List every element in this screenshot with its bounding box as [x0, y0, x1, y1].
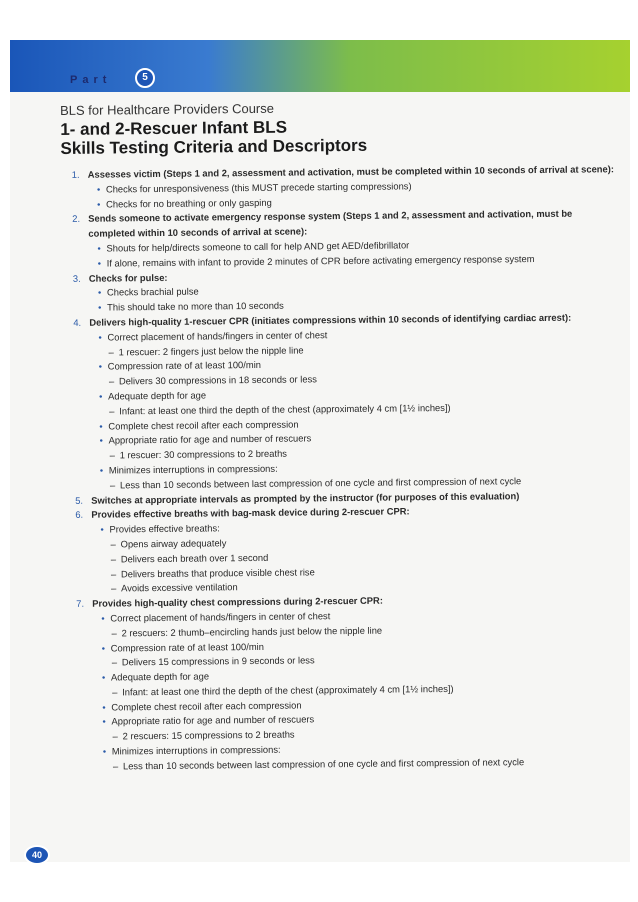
dash-icon: –	[111, 627, 117, 639]
criterion-number: 1.	[71, 168, 80, 180]
bullet-text: Checks brachial pulse	[106, 285, 199, 298]
bullet-icon: •	[99, 420, 103, 432]
criterion-bullets	[92, 606, 627, 774]
dash-icon: –	[112, 760, 119, 772]
bullet-icon: •	[96, 198, 101, 210]
bullet-icon: •	[101, 642, 106, 654]
dash-icon: –	[111, 582, 117, 594]
sub-bullet-text: Delivers each breath over 1 second	[120, 551, 269, 565]
bullet-text: Complete chest recoil after each compression	[111, 699, 302, 713]
bullet-icon: •	[97, 286, 102, 298]
bullet-icon: •	[102, 716, 106, 728]
bullet-item	[100, 517, 625, 596]
bullet-icon: •	[97, 257, 102, 269]
criterion-number: 4.	[73, 316, 82, 328]
criterion-text: Switches at appropriate intervals as prompted by the instructor (for purposes of this evaluation)	[91, 489, 520, 506]
dash-icon: –	[108, 346, 114, 358]
document-content	[60, 97, 627, 774]
bullet-icon: •	[98, 360, 103, 372]
criterion-number: 5.	[75, 494, 84, 506]
sub-bullet-text: 1 rescuer: 2 fingers just below the nipple line	[118, 344, 304, 357]
sub-bullet-text: 2 rescuers: 15 compressions to 2 breaths	[122, 728, 295, 742]
bullet-icon: •	[99, 390, 103, 402]
dash-icon: –	[109, 449, 115, 461]
criterion-text: Sends someone to activate emergency response system (Steps 1 and 2, assessment and activation, must be completed within 10 seconds of arrival at scene):	[88, 208, 573, 239]
bullet-item	[103, 739, 627, 774]
bullet-icon: •	[98, 301, 102, 313]
bullet-text: Complete chest recoil after each compression	[108, 418, 299, 432]
bullet-text: Adequate depth for age	[108, 389, 207, 402]
bullet-icon: •	[100, 523, 104, 535]
bullet-text: Adequate depth for age	[110, 670, 210, 683]
bullet-text: Appropriate ratio for age and number of rescuers	[108, 432, 312, 446]
bullet-text: Compression rate of at least 100/min	[107, 359, 262, 372]
course-name: BLS for Healthcare Providers Course	[60, 100, 275, 118]
dash-icon: –	[110, 567, 117, 580]
criterion-number: 6.	[75, 509, 84, 521]
criterion-number: 2.	[72, 213, 81, 225]
sub-bullet-text: Infant: at least one third the depth of the chest (approximately 4 cm [1½ inches])	[122, 682, 454, 698]
criterion-item	[61, 207, 622, 272]
page-title	[60, 114, 620, 158]
bullet-text: Correct placement of hands/fingers in center of chest	[107, 328, 328, 343]
criterion-item	[62, 310, 624, 493]
criterion-number: 7.	[76, 597, 85, 609]
title-line: 1- and 2-Rescuer Infant BLS	[60, 117, 288, 139]
bullet-text: Compression rate of at least 100/min	[110, 640, 264, 653]
bullet-text: If alone, remains with infant to provide 2 minutes of CPR before activating emergency response system	[106, 252, 535, 269]
sub-bullet-text: Delivers breaths that produce visible chest rise	[120, 565, 315, 579]
criterion-text: Checks for pulse:	[88, 271, 168, 284]
criterion-text: Delivers high-quality 1-rescuer CPR (initiates compressions within 10 seconds of identifying cardiac arrest):	[89, 311, 572, 328]
title-line: Skills Testing Criteria and Descriptors	[60, 135, 368, 158]
part-number-badge: 5	[135, 68, 155, 88]
bullet-icon: •	[98, 331, 102, 343]
sub-bullet-text: Infant: at least one third the depth of the chest (approximately 4 cm [1½ inches])	[119, 401, 451, 417]
bullet-icon: •	[99, 464, 104, 476]
sub-bullet-text: Opens airway adequately	[120, 537, 227, 550]
dash-icon: –	[110, 553, 117, 565]
bullet-text: Provides effective breaths:	[109, 522, 220, 535]
dash-icon: –	[109, 405, 115, 417]
bullet-text: Correct placement of hands/fingers in center of chest	[110, 610, 331, 624]
bullet-text: Minimizes interruptions in compressions:	[108, 462, 278, 476]
dash-icon: –	[109, 479, 116, 491]
criterion-item	[64, 502, 625, 597]
criterion-item	[62, 266, 622, 316]
bullet-text: This should take no more than 10 seconds	[107, 299, 284, 313]
dash-icon: –	[112, 730, 118, 742]
criterion-text: Provides high-quality chest compressions during 2-rescuer CPR:	[92, 594, 383, 609]
criterion-text: Assesses victim (Steps 1 and 2, assessment and activation, must be completed within 10 seconds of arrival at scene):	[87, 163, 615, 180]
sub-bullet-text: Delivers 15 compressions in 9 seconds or less	[121, 654, 315, 668]
criterion-item	[65, 591, 627, 774]
bullet-icon: •	[102, 745, 107, 757]
bullet-text: Shouts for help/directs someone to call for help AND get AED/defibrillator	[106, 239, 410, 254]
sub-bullet-text: Less than 10 seconds between last compression of one cycle and first compression of next cycle	[122, 756, 525, 772]
dash-icon: –	[112, 686, 118, 698]
criteria-list	[61, 162, 627, 775]
bullet-icon: •	[99, 434, 103, 446]
criterion-number: 3.	[72, 272, 81, 284]
bullet-icon: •	[102, 701, 106, 713]
bullet-text: Checks for no breathing or only gasping	[105, 196, 272, 210]
part-label: Part	[70, 74, 112, 86]
dash-icon: –	[111, 656, 118, 668]
bullet-text: Appropriate ratio for age and number of rescuers	[111, 713, 315, 727]
criterion-item	[61, 162, 621, 212]
sub-bullet-text: 2 rescuers: 2 thumb–encircling hands just below the nipple line	[121, 624, 383, 639]
bullet-icon: •	[97, 242, 101, 254]
criterion-bullets	[89, 325, 624, 493]
page-number-badge: 40	[24, 845, 50, 865]
bullet-icon: •	[101, 612, 105, 624]
sub-bullet-text: Less than 10 seconds between last compression of one cycle and first compression of next cycle	[119, 474, 522, 491]
sub-bullet-text: Avoids excessive ventilation	[121, 581, 238, 594]
sub-bullet-text: Delivers 30 compressions in 18 seconds or less	[118, 373, 317, 387]
dash-icon: –	[110, 538, 116, 550]
bullet-text: Checks for unresponsiveness (this MUST precede starting compressions)	[105, 180, 412, 195]
bullet-icon: •	[96, 183, 101, 195]
bullet-text: Minimizes interruptions in compressions:	[111, 743, 281, 757]
criterion-bullets	[91, 517, 625, 597]
dash-icon: –	[108, 375, 115, 387]
bullet-icon: •	[101, 671, 106, 683]
criterion-text: Provides effective breaths with bag-mask device during 2-rescuer CPR:	[91, 505, 410, 521]
sub-bullets	[110, 532, 626, 597]
sub-bullet-text: 1 rescuer: 30 compressions to 2 breaths	[119, 447, 288, 461]
